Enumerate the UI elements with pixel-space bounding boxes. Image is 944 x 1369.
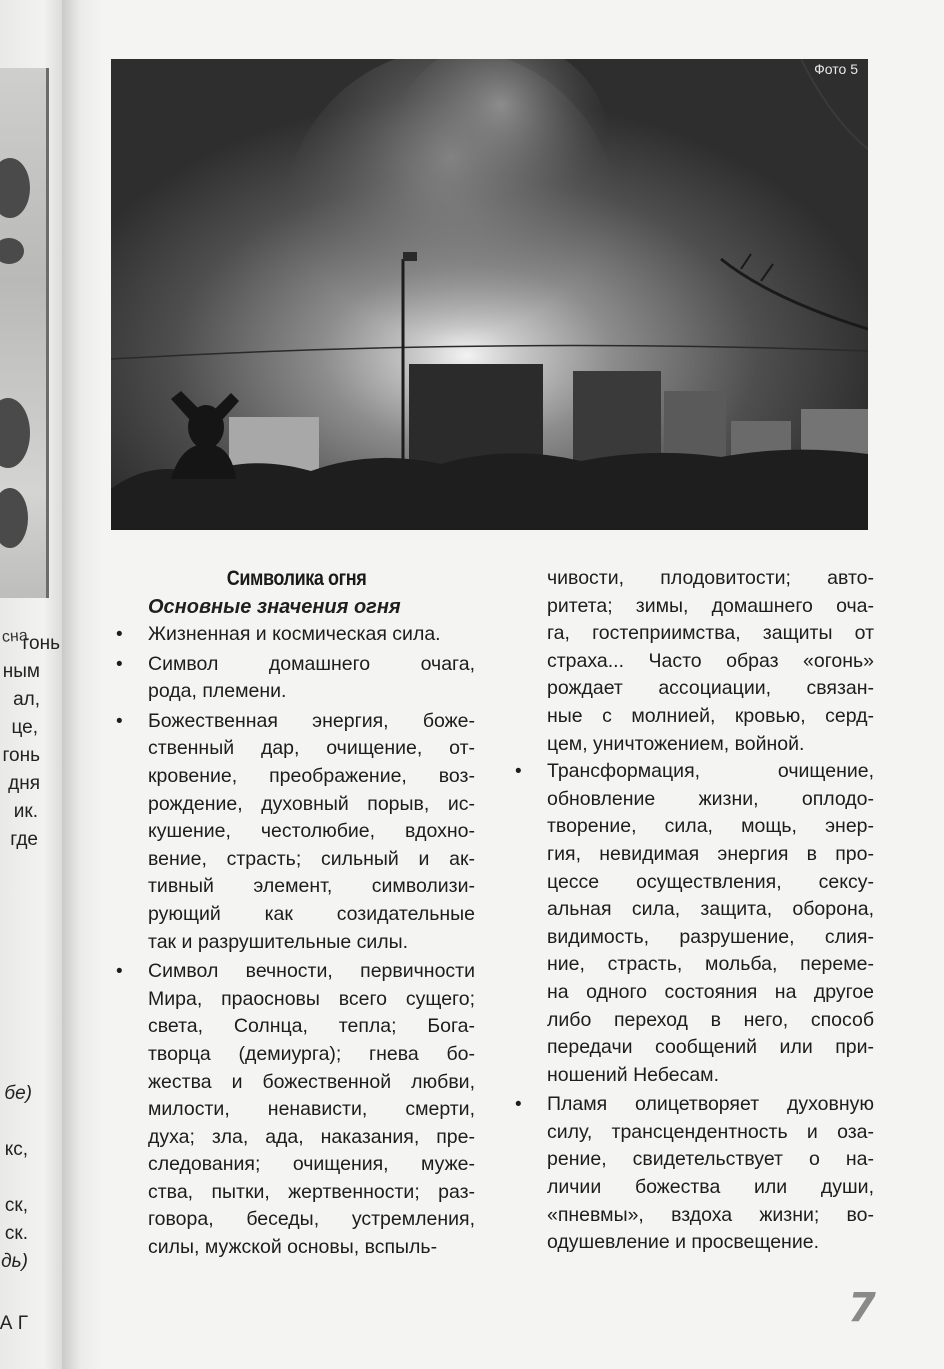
fire-photo: [111, 59, 868, 530]
bullet-item: [512, 1091, 874, 1257]
bullet-item: [113, 651, 475, 706]
previous-page-fragment: [0, 0, 62, 1369]
text-line: рождение, духовный порыв, ис-: [148, 792, 475, 815]
text-line: света, Солнца, тепла; Бога-: [148, 1015, 475, 1038]
previous-page-text-line: ик.: [13, 801, 38, 822]
text-line: либо переход в него, способ: [547, 1008, 874, 1031]
text-line: силу, трансцендентность и оза-: [547, 1120, 874, 1143]
left-text-column: [113, 564, 475, 1264]
previous-page-text-line: ал,: [13, 689, 40, 710]
text-line: альная сила, защита, оборона,: [547, 898, 874, 921]
right-bullet-list: [512, 758, 874, 1257]
bullet-item: [512, 758, 874, 1089]
previous-page-text-line: дь): [1, 1251, 28, 1272]
text-line: рение, свидетельствует о на-: [547, 1148, 874, 1171]
text-line: ние, страсть, мольба, переме-: [547, 953, 874, 976]
text-line: • Символ домашнего очага,: [148, 652, 475, 675]
previous-page-text-line: гонь: [22, 633, 60, 654]
text-line: одушевление и просвещение.: [547, 1231, 819, 1254]
text-line: Мира, праосновы всего сущего;: [148, 987, 475, 1010]
text-line: рода, племени.: [148, 680, 287, 703]
text-line: чивости, плодовитости; авто-: [547, 567, 874, 589]
text-line: жества и божественной любви,: [148, 1070, 475, 1093]
text-line: так и разрушительные силы.: [148, 930, 409, 953]
right-text-column: [512, 565, 874, 1259]
left-bullet-list: [113, 621, 475, 1262]
text-line: рождает ассоциации, связан-: [547, 677, 874, 700]
previous-page-text-line: бе): [4, 1083, 32, 1104]
text-line: ритета; зимы, домашнего оча-: [547, 594, 874, 617]
text-line: милости, ненависти, смерти,: [148, 1098, 475, 1121]
text-line: • Жизненная и космическая сила.: [148, 623, 441, 645]
previous-page-text-line: це,: [11, 717, 38, 738]
previous-page-photo-label: сна: [1, 627, 29, 646]
text-line: вение, страсть; сильный и ак-: [148, 847, 475, 870]
text-line: • Символ вечности, первичности: [148, 960, 475, 983]
previous-page-text-line: ск.: [4, 1223, 28, 1244]
section-subtitle: Основные значения огня: [148, 596, 401, 618]
previous-page-text-line: где: [10, 829, 38, 850]
book-gutter: [62, 0, 102, 1369]
text-line: гия, невидимая энергия в про-: [547, 842, 874, 865]
text-line: «пневмы», вздоха жизни; во-: [547, 1203, 874, 1226]
text-line: говора, беседы, устремления,: [148, 1208, 475, 1231]
text-line: ные с молнией, кровью, серд-: [547, 704, 874, 727]
text-line: видимость, разрушение, слия-: [547, 925, 874, 948]
previous-page-text-line: ным: [2, 661, 40, 682]
text-line: обновление жизни, оплодо-: [547, 787, 874, 810]
text-line: рующий как созидательные: [148, 902, 475, 925]
text-line: передачи сообщений или при-: [547, 1036, 874, 1059]
text-line: ношений Небесам.: [547, 1063, 719, 1086]
text-line: • Пламя олицетворяет духовную: [547, 1093, 874, 1116]
previous-page-text-line: дня: [8, 773, 40, 794]
text-line: страха... Часто образ «огонь»: [547, 649, 874, 672]
previous-page-text-line: кс,: [4, 1139, 28, 1160]
text-line: цессе осуществления, сексу-: [547, 870, 874, 893]
text-line: личии божества или души,: [547, 1176, 874, 1199]
text-line: кушение, честолюбие, вдохно-: [148, 820, 475, 843]
text-line: • Божественная энергия, боже-: [148, 709, 475, 732]
bullet-item: [113, 958, 475, 1262]
text-line: цем, уничтожением, войной.: [547, 732, 805, 755]
previous-page-text-line: ск,: [4, 1195, 28, 1216]
text-line: следования; очищения, муже-: [148, 1153, 475, 1176]
fire-photo-image: [111, 59, 868, 530]
text-line: на одного состояния на другое: [547, 980, 874, 1003]
previous-page-text-line: А Г: [0, 1313, 28, 1334]
text-line: га, гостеприимства, защиты от: [547, 622, 874, 645]
section-title: Символика огня: [226, 567, 367, 590]
text-line: ственный дар, очищение, от-: [148, 737, 475, 760]
text-line: ства, пытки, жертвенности; раз-: [148, 1180, 475, 1203]
text-line: творение, сила, мощь, энер-: [547, 815, 874, 838]
text-line: творца (демиурга); гнева бо-: [148, 1042, 475, 1065]
text-line: тивный элемент, символизи-: [148, 875, 475, 898]
bullet-item: [113, 621, 475, 649]
text-line: духа; зла, ада, наказания, пре-: [148, 1125, 475, 1148]
previous-page-photo: [0, 68, 49, 646]
text-line: • Трансформация, очищение,: [547, 760, 874, 783]
bullet-item: [113, 708, 475, 956]
text-line: кровение, преображение, воз-: [148, 764, 475, 787]
continued-paragraph: [512, 565, 874, 758]
page-number: 7: [848, 1285, 876, 1331]
text-line: силы, мужской основы, вспыль-: [148, 1236, 438, 1259]
photo-caption: Фото 5: [814, 61, 858, 77]
previous-page-text-line: гонь: [2, 745, 40, 766]
